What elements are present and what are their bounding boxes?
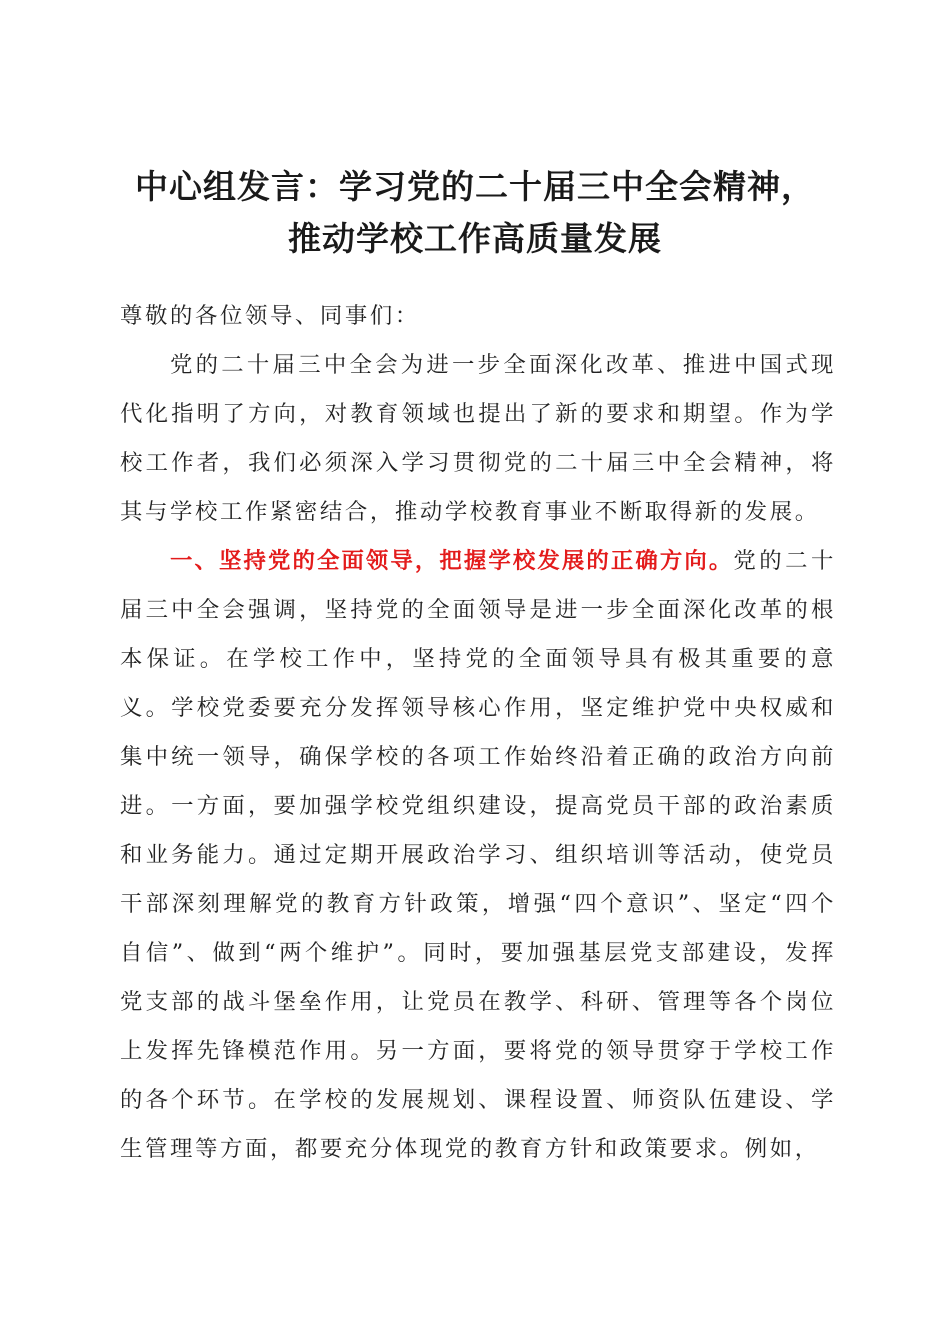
salutation: 尊敬的各位领导、同事们： xyxy=(120,303,420,329)
section-1-text: 党的二十届三中全会强调，坚持党的全面领导是进一步全面深化改革的根本保证。在学校工作中，坚持党的全面领导具有极其重要的意义。学校党委要充分发挥领导核心作用，坚定维护党中央权威和集中统一领导，确保学校的各项工作始终沿着正确的政治方向前进。一方面，要加强学校党组织建设，提高党员干部的政治素质和业务能力。通过定期开展政治学习、组织培训等活动，使党员干部深刻理解党的教育方针政策，增强“四个意识”、坚定“四个自信”、做到“两个维护”。同时，要加强基层党支部建设，发挥党支部的战斗堡垒作用，让党员在教学、科研、管理等各个岗位上发挥先锋模范作用。另一方面，要将党的领导贯穿于学校工作的各个环节。在学校的发展规划、课程设置、师资队伍建设、学生管理等方面，都要充分体现党的教育方针和政策要求。例如， xyxy=(120,548,836,1162)
section-1-paragraph xyxy=(120,537,836,1174)
intro-paragraph: 党的二十届三中全会为进一步全面深化改革、推进中国式现代化指明了方向，对教育领域也提出了新的要求和期望。作为学校工作者，我们必须深入学习贯彻党的二十届三中全会精神，将其与学校工作紧密结合，推动学校教育事业不断取得新的发展。 xyxy=(120,352,836,525)
section-1-heading: 一、坚持党的全面领导，把握学校发展的正确方向。 xyxy=(170,548,734,574)
document-title-line-1: 中心组发言：学习党的二十届三中全会精神， xyxy=(135,167,815,206)
document-title-line-2: 推动学校工作高质量发展 xyxy=(288,219,662,258)
